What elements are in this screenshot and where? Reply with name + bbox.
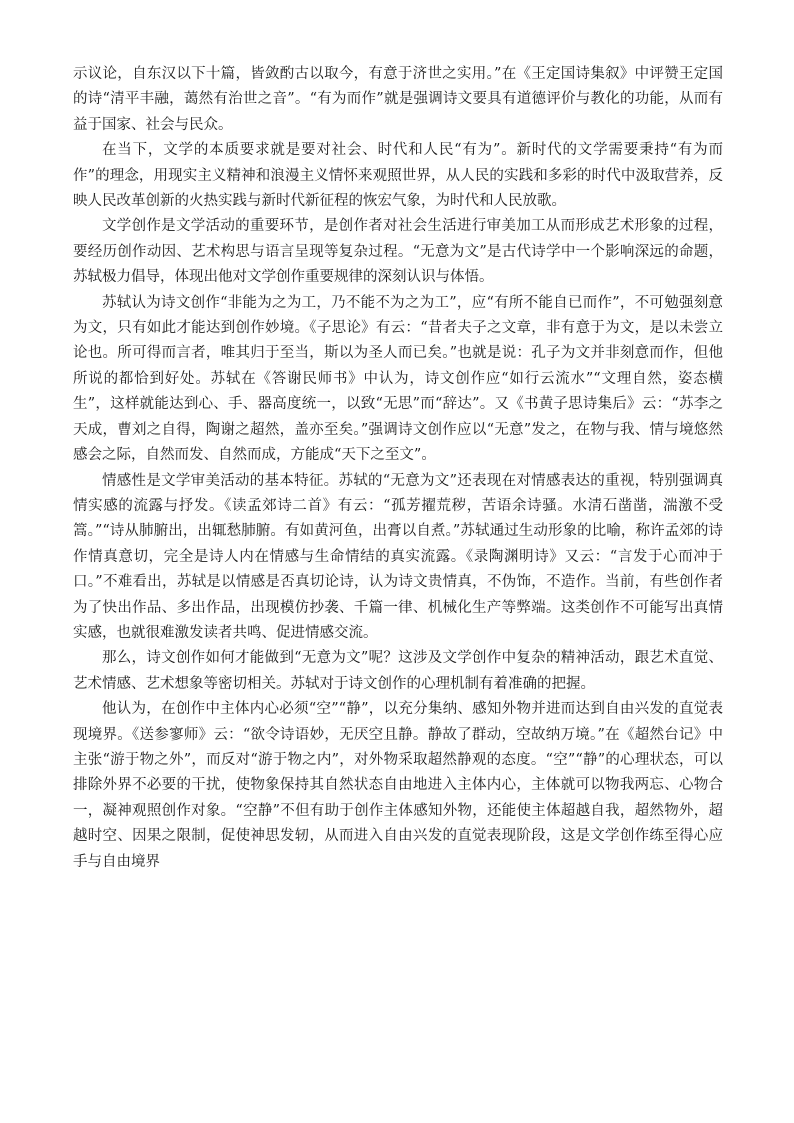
- paragraph: 苏轼认为诗文创作“非能为之为工，乃不能不为之为工”，应“有所不能自已而作”，不可勉强刻意为文，只有如此才能达到创作妙境。《子思论》有云：“昔者夫子之文章，非有意于为文，是以未尝立论也。所可得而言者，唯其归于至当，斯以为圣人而已矣。”也就是说：孔子为文并非刻意而作，但他所说的都恰到好处。苏轼在《答谢民师书》中认为，诗文创作应“如行云流水”“文理自然，姿态横生”，这样就能达到心、手、器高度统一，以致“无思”而“辞达”。又《书黄子思诗集后》云：“苏李之天成，曹刘之自得，陶谢之超然，盖亦至矣。”强调诗文创作应以“无意”发之，在物与我、情与境悠然感会之际，自然而发、自然而成，方能成“天下之至文”。: [73, 294, 723, 464]
- article-body: [73, 62, 723, 875]
- paragraph-continued: 示议论，自东汉以下十篇，皆敛酌古以取今，有意于济世之实用。”在《王定国诗集叙》中评赞王定国的诗“清平丰融，蔼然有治世之音”。“有为而作”就是强调诗文要具有道德评价与教化的功能，从而有益于国家、社会与民众。: [73, 66, 723, 133]
- paragraph: 他认为，在创作中主体内心必须“空”“静”，以充分集纳、感知外物并进而达到自由兴发的直觉表现境界。《送参寥师》云：“欲令诗语妙，无厌空且静。静故了群动，空故纳万境。”在《超然台记》中主张“游于物之外”，而反对“游于物之内”，对外物采取超然静观的态度。“空”“静”的心理状态，可以排除外界不必要的干扰，使物象保持其自然状态自由地进入主体内心，主体就可以物我两忘、心物合一，凝神观照创作对象。“空静”不但有助于创作主体感知外物，还能使主体超越自我，超然物外，超越时空、因果之限制，促使神思发轫，从而进入自由兴发的直觉表现阶段，这是文学创作练至得心应手与自由境界: [73, 701, 723, 870]
- paragraph: 情感性是文学审美活动的基本特征。苏轼的“无意为文”还表现在对情感表达的重视，特别强调真情实感的流露与抒发。《读孟郊诗二首》有云：“孤芳擢荒秽，苦语余诗骚。水清石凿凿，湍激不受篙。”“诗从肺腑出，出辄愁肺腑。有如黄河鱼，出膏以自煮。”苏轼通过生动形象的比喻，称许孟郊的诗作情真意切，完全是诗人内在情感与生命情结的真实流露。《录陶渊明诗》又云：“言发于心而冲于口。”不难看出，苏轼是以情感是否真切论诗，认为诗文贵情真，不伪饰，不造作。当前，有些创作者为了快出作品、多出作品，出现模仿抄袭、千篇一律、机械化生产等弊端。这类创作不可能写出真情实感，也就很难激发读者共鸣、促进情感交流。: [73, 472, 723, 641]
- paragraph: 那么，诗文创作如何才能做到“无意为文”呢？这涉及文学创作中复杂的精神活动，跟艺术直觉、艺术情感、艺术想象等密切相关。苏轼对于诗文创作的心理机制有着准确的把握。: [73, 650, 723, 692]
- paragraph: 在当下，文学的本质要求就是要对社会、时代和人民“有为”。新时代的文学需要秉持“有为而作”的理念，用现实主义精神和浪漫主义情怀来观照世界，从人民的实践和多彩的时代中汲取营养，反映人民改革创新的火热实践与新时代新征程的恢宏气象，为时代和人民放歌。: [73, 142, 723, 210]
- paragraph: 文学创作是文学活动的重要环节，是创作者对社会生活进行审美加工从而形成艺术形象的过程，要经历创作动因、艺术构思与语言呈现等复杂过程。“无意为文”是古代诗学中一个影响深远的命题，苏轼极力倡导，体现出他对文学创作重要规律的深刻认识与体悟。: [73, 218, 723, 286]
